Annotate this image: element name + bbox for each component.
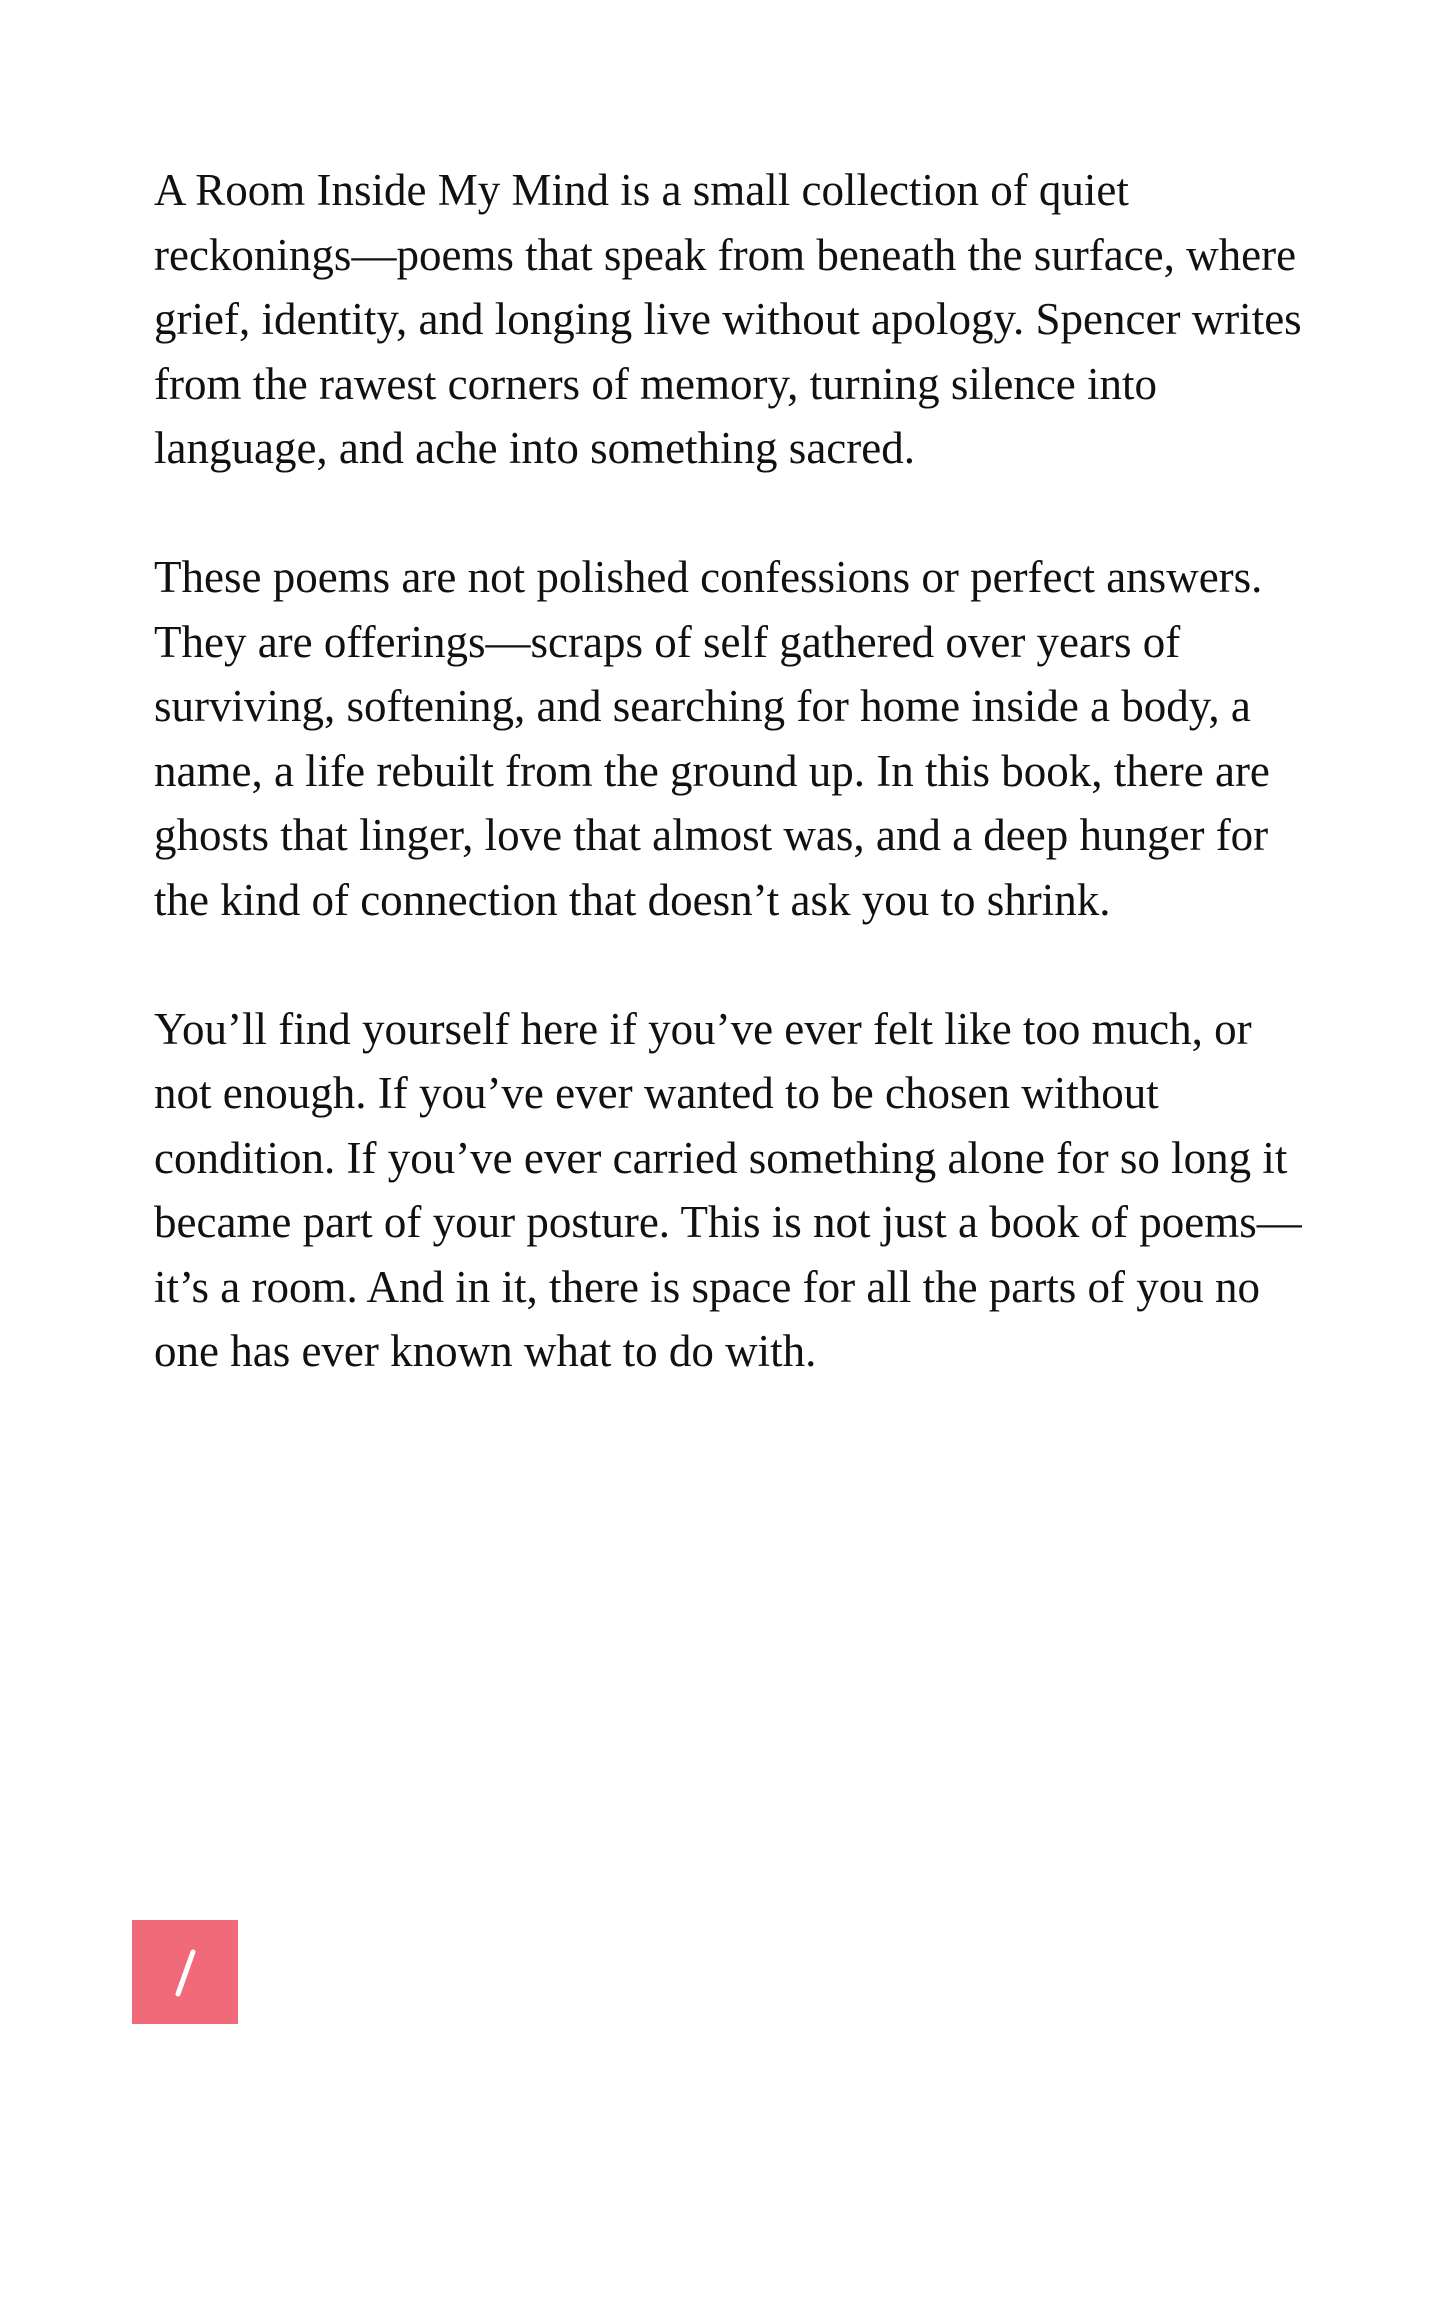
slash-logo-icon xyxy=(132,1920,238,2024)
description-text xyxy=(154,158,1304,1448)
paragraph-1: A Room Inside My Mind is a small collection of quiet reckonings—poems that speak from beneath the surface, where grief, identity, and longing live without apology. Spencer writes from the rawest corners of memory, turning silence into language, and ache into something sacred. xyxy=(154,165,1302,473)
paragraph-2: These poems are not polished confessions or perfect answers. They are offerings—scraps of self gathered over years of surviving, softening, and searching for home inside a body, a name, a life rebuilt from the ground up. In this book, there are ghosts that linger, love that almost was, and a deep hunger for the kind of connection that doesn’t ask you to shrink. xyxy=(154,552,1270,925)
paragraph-3: You’ll find yourself here if you’ve ever felt like too much, or not enough. If you’ve ever wanted to be chosen without condition. If you’ve ever carried something alone for so long it became part of your posture. This is not just a book of poems—it’s a room. And in it, there is space for all the parts of you no one has ever known what to do with. xyxy=(154,1003,1302,1376)
